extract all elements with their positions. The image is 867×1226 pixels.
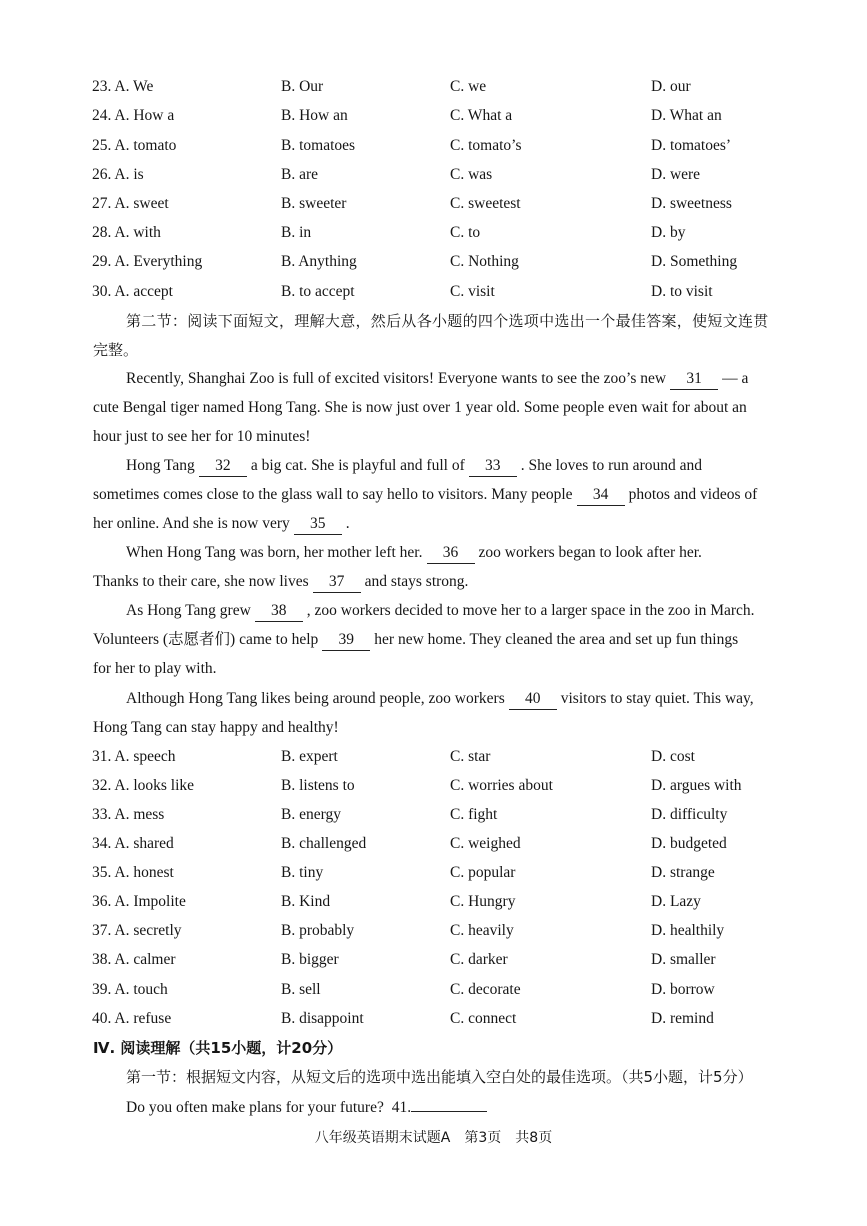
blank-34: 34 <box>577 485 625 506</box>
passage-text: zoo workers began to look after her. <box>478 544 702 561</box>
option-b: B. in <box>281 224 312 241</box>
passage-line: hour just to see her for 10 minutes! <box>93 428 311 445</box>
option-a: 38. A. calmer <box>92 951 176 968</box>
option-c: C. sweetest <box>450 195 521 212</box>
option-b: B. Kind <box>281 893 331 910</box>
passage-line <box>126 541 702 565</box>
option-d: D. remind <box>651 1010 714 1027</box>
option-c: C. visit <box>450 283 495 300</box>
answer-blank-41 <box>411 1095 487 1112</box>
option-b: B. are <box>281 166 319 183</box>
option-b: B. disappoint <box>281 1010 364 1027</box>
option-a: 26. A. is <box>92 166 144 183</box>
option-c: C. heavily <box>450 922 514 939</box>
passage-text: , zoo workers decided to move her to a larger space in the zoo in March. <box>306 602 755 619</box>
option-a: 25. A. tomato <box>92 137 177 154</box>
option-row-27 <box>0 192 867 216</box>
option-d: D. to visit <box>651 283 713 300</box>
option-d: D. strange <box>651 864 715 881</box>
option-row-36 <box>0 890 867 914</box>
option-b: B. sweeter <box>281 195 347 212</box>
passage-text: — a <box>722 370 749 387</box>
option-c: C. darker <box>450 951 508 968</box>
blank-33: 33 <box>469 456 517 477</box>
option-d: D. our <box>651 78 691 95</box>
blank-40: 40 <box>509 689 557 710</box>
option-a: 23. A. We <box>92 78 154 95</box>
option-b: B. listens to <box>281 777 355 794</box>
option-c: C. weighed <box>450 835 521 852</box>
option-a: 37. A. secretly <box>92 922 182 939</box>
option-b: B. energy <box>281 806 341 823</box>
passage-line <box>126 687 754 711</box>
passage-text: a big cat. She is playful and full of <box>250 457 465 474</box>
option-b: B. Anything <box>281 253 357 270</box>
option-d: D. borrow <box>651 981 715 998</box>
option-d: D. Lazy <box>651 893 701 910</box>
option-d: D. were <box>651 166 701 183</box>
passage-text: Hong Tang <box>126 457 195 474</box>
option-d: D. argues with <box>651 777 742 794</box>
section2-instruction-line2: 完整。 <box>93 341 139 359</box>
option-b: B. Our <box>281 78 324 95</box>
option-row-24 <box>0 104 867 128</box>
blank-38: 38 <box>255 601 303 622</box>
question-41-text: Do you often make plans for your future? <box>126 1099 384 1116</box>
option-c: C. fight <box>450 806 498 823</box>
option-a: 39. A. touch <box>92 981 168 998</box>
option-d: D. What an <box>651 107 722 124</box>
passage-line: for her to play with. <box>93 660 217 677</box>
blank-35: 35 <box>294 514 342 535</box>
passage-text: Although Hong Tang likes being around people, zoo workers <box>126 690 505 707</box>
option-a: 29. A. Everything <box>92 253 203 270</box>
blank-37: 37 <box>313 572 361 593</box>
passage-text: Recently, Shanghai Zoo is full of excited visitors! Everyone wants to see the zoo’s new <box>126 370 667 387</box>
option-row-37 <box>0 919 867 943</box>
option-d: D. tomatoes’ <box>651 137 732 154</box>
option-c: C. Nothing <box>450 253 519 270</box>
passage-text: Volunteers (志愿者们) came to help <box>93 631 319 648</box>
passage-text: . <box>345 515 350 532</box>
option-c: C. Hungry <box>450 893 516 910</box>
option-a: 24. A. How a <box>92 107 175 124</box>
option-d: D. healthily <box>651 922 725 939</box>
option-row-33 <box>0 803 867 827</box>
option-c: C. star <box>450 748 491 765</box>
option-d: D. difficulty <box>651 806 728 823</box>
option-b: B. sell <box>281 981 321 998</box>
passage-line <box>93 512 350 536</box>
passage-text: her online. And she is now very <box>93 515 290 532</box>
passage-line <box>126 454 702 478</box>
blank-32: 32 <box>199 456 247 477</box>
page-footer: 八年级英语期末试题A 第3页 共8页 <box>314 1130 553 1146</box>
option-row-31 <box>0 745 867 769</box>
passage-line <box>126 599 755 623</box>
option-row-26 <box>0 163 867 187</box>
blank-36: 36 <box>427 543 475 564</box>
blank-39: 39 <box>322 630 370 651</box>
option-c: C. popular <box>450 864 516 881</box>
option-a: 35. A. honest <box>92 864 174 881</box>
option-b: B. probably <box>281 922 355 939</box>
option-row-30 <box>0 280 867 304</box>
option-b: B. bigger <box>281 951 339 968</box>
blank-31: 31 <box>670 369 718 390</box>
option-c: C. What a <box>450 107 513 124</box>
option-a: 28. A. with <box>92 224 161 241</box>
option-b: B. challenged <box>281 835 367 852</box>
passage-line: cute Bengal tiger named Hong Tang. She is now just over 1 year old. Some people even wait for about an <box>93 399 747 416</box>
option-c: C. worries about <box>450 777 553 794</box>
option-b: B. How an <box>281 107 348 124</box>
option-d: D. cost <box>651 748 695 765</box>
option-a: 40. A. refuse <box>92 1010 172 1027</box>
option-row-25 <box>0 134 867 158</box>
option-row-29 <box>0 250 867 274</box>
option-row-23 <box>0 75 867 99</box>
option-a: 32. A. looks like <box>92 777 195 794</box>
question-41 <box>126 1095 487 1120</box>
option-d: D. sweetness <box>651 195 732 212</box>
part4-section1-instruction: 第一节：根据短文内容，从短文后的选项中选出能填入空白处的最佳选项。（共5小题，计5分） <box>126 1068 753 1086</box>
option-row-38 <box>0 948 867 972</box>
option-b: B. tomatoes <box>281 137 356 154</box>
part4-title: Ⅳ. 阅读理解（共15小题，计20分） <box>93 1039 343 1057</box>
passage-text: When Hong Tang was born, her mother left her. <box>126 544 423 561</box>
question-41-number: 41. <box>391 1099 412 1116</box>
passage-text: sometimes comes close to the glass wall to say hello to visitors. Many people <box>93 486 573 503</box>
option-row-32 <box>0 774 867 798</box>
section2-instruction-line1: 第二节：阅读下面短文，理解大意，然后从各小题的四个选项中选出一个最佳答案，使短文连贯 <box>126 312 769 330</box>
option-c: C. was <box>450 166 493 183</box>
passage-text: Thanks to their care, she now lives <box>93 573 309 590</box>
passage-line <box>93 570 468 594</box>
option-c: C. connect <box>450 1010 517 1027</box>
option-b: B. to accept <box>281 283 355 300</box>
passage-text: and stays strong. <box>364 573 469 590</box>
passage-text: visitors to stay quiet. This way, <box>560 690 754 707</box>
option-a: 36. A. Impolite <box>92 893 186 910</box>
option-c: C. tomato’s <box>450 137 522 154</box>
option-a: 30. A. accept <box>92 283 173 300</box>
passage-line <box>126 367 776 391</box>
passage-text: photos and videos of <box>628 486 758 503</box>
option-row-35 <box>0 861 867 885</box>
passage-text: . She loves to run around and <box>520 457 702 474</box>
option-b: B. expert <box>281 748 338 765</box>
option-a: 33. A. mess <box>92 806 165 823</box>
option-d: D. Something <box>651 253 738 270</box>
passage-line <box>93 483 757 507</box>
passage-line <box>93 628 738 652</box>
option-a: 27. A. sweet <box>92 195 169 212</box>
option-c: C. to <box>450 224 481 241</box>
option-d: D. by <box>651 224 686 241</box>
passage-text: As Hong Tang grew <box>126 602 251 619</box>
option-row-40 <box>0 1007 867 1031</box>
option-a: 34. A. shared <box>92 835 174 852</box>
option-row-28 <box>0 221 867 245</box>
option-row-34 <box>0 832 867 856</box>
option-d: D. budgeted <box>651 835 727 852</box>
option-c: C. decorate <box>450 981 521 998</box>
option-a: 31. A. speech <box>92 748 176 765</box>
option-c: C. we <box>450 78 487 95</box>
option-d: D. smaller <box>651 951 716 968</box>
passage-line: Hong Tang can stay happy and healthy! <box>93 719 339 736</box>
option-b: B. tiny <box>281 864 324 881</box>
option-row-39 <box>0 978 867 1002</box>
passage-text: her new home. They cleaned the area and set up fun things <box>374 631 739 648</box>
